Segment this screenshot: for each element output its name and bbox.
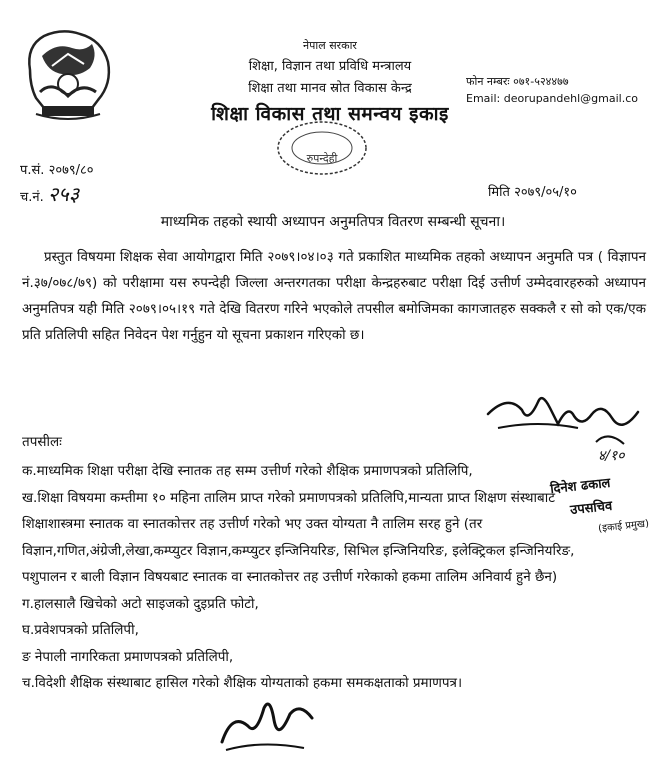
signatory-role: (इकाई प्रमुख) [597,518,650,535]
signature-icon [478,384,648,454]
list-heading: तपसीलः [22,434,62,450]
list-item: ङ नेपाली नागरिकता प्रमाणपत्रको प्रतिलिपी, [22,648,234,665]
nepal-emblem-icon [22,26,114,124]
office-seal-icon [262,118,382,180]
center-name: शिक्षा तथा मानव स्रोत विकास केन्द्र [248,81,412,96]
ps-value: २०७९/८० [48,163,94,178]
list-item: च.विदेशी शैक्षिक संस्थाबाट हासिल गरेको शैक्षिक योग्यताको हकमा समकक्षताको प्रमाणपत्र। [22,675,463,691]
list-item: क.माध्यमिक शिक्षा परीक्षा देखि स्नातक तह सम्म उत्तीर्ण गरेको शैक्षिक प्रमाणपत्रको प्रतिलिपि, [22,463,473,479]
signature-number: ४/१० [598,448,625,464]
requirements-list [22,458,622,697]
notice-subject: माध्यमिक तहको स्थायी अध्यापन अनुमतिपत्र वितरण सम्बन्धी सूचना। [160,214,506,230]
phone-number: फोन नम्बरः ०७१-५२४४७७ [466,75,569,88]
notice-body: प्रस्तुत विषयमा शिक्षक सेवा आयोगद्वारा मिति २०७९।०४।०३ गते प्रकाशित माध्यमिक तहको अध्यापन अनुमति पत्र ( विज्ञापन नं.३७/०७८/७९) को परीक्षामा यस रुपन्देही जिल्ला अन्तरगतका परीक्षा केन्द्रहरुबाट परीक्षा दिई उत्तीर्ण उम्मेदवारहरुको अध्यापन अनुमतिपत्र यही मिति २०७९।०५।१९ गते देखि वितरण गरिने भएकोले तपसील बमोजिमका कागजातहरु सक्कलै र सो को एक/एक प्रति प्रतिलिपी सहित निवेदन पेश गर्नुहुन यो सूचना प्रकाशन गरिएको छ। [22,249,646,343]
ministry-name: शिक्षा, विज्ञान तथा प्रविधि मन्त्रालय [248,59,412,74]
document-date [488,182,577,200]
office-name: शिक्षा विकास तथा समन्वय इकाइ [211,103,449,125]
list-item: ग.हालसालै खिचेको अटो साइजको दुइप्रति फोटो, [22,595,259,612]
dispatch-number [20,180,79,207]
signatory-title: उपसचिव [569,498,613,519]
initials-signature-icon [212,692,322,758]
chn-label: च.नं. [20,190,44,205]
list-item: घ.प्रवेशपत्रको प्रतिलिपी, [22,622,139,638]
chn-value: २५३ [47,182,80,206]
email-address: Email: deorupandehl@gmail.co [466,92,638,105]
signatory-name: दिनेश ढकाल [549,475,612,498]
date-label: मिति [488,185,510,200]
list-item: ख.शिक्षा विषयमा कम्तीमा १० महिना तालिम प्राप्त गरेको प्रमाणपत्रको प्रतिलिपि,मान्यता प्राप्त शिक्षण संस्थाबाट शिक्षाशास्त्रमा स्नातक वा स्नातकोत्तर तह उत्तीर्ण गरेको भए उक्त योग्यता नै तालिम सरह हुने (तर विज्ञान,गणित,अंग्रेजी,लेखा,कम्प्युटर विज्ञान,कम्प्युटर इन्जिनियरिङ, सिभिल इन्जिनियरिङ, इलेक्ट्रिकल इन्जिनियरिङ, पशुपालन र बाली विज्ञान विषयबाट स्नातक वा स्नातकोत्तर तह उत्तीर्ण गरेकाको हकमा तालिम अनिवार्य हुने छैन) [22,489,575,585]
gov-name: नेपाल सरकार [303,39,357,52]
seal-label: रुपन्देही [306,152,338,165]
date-value: २०७९/०५/१० [514,185,577,200]
reference-number [20,160,94,178]
ps-label: प.सं. [20,163,45,178]
